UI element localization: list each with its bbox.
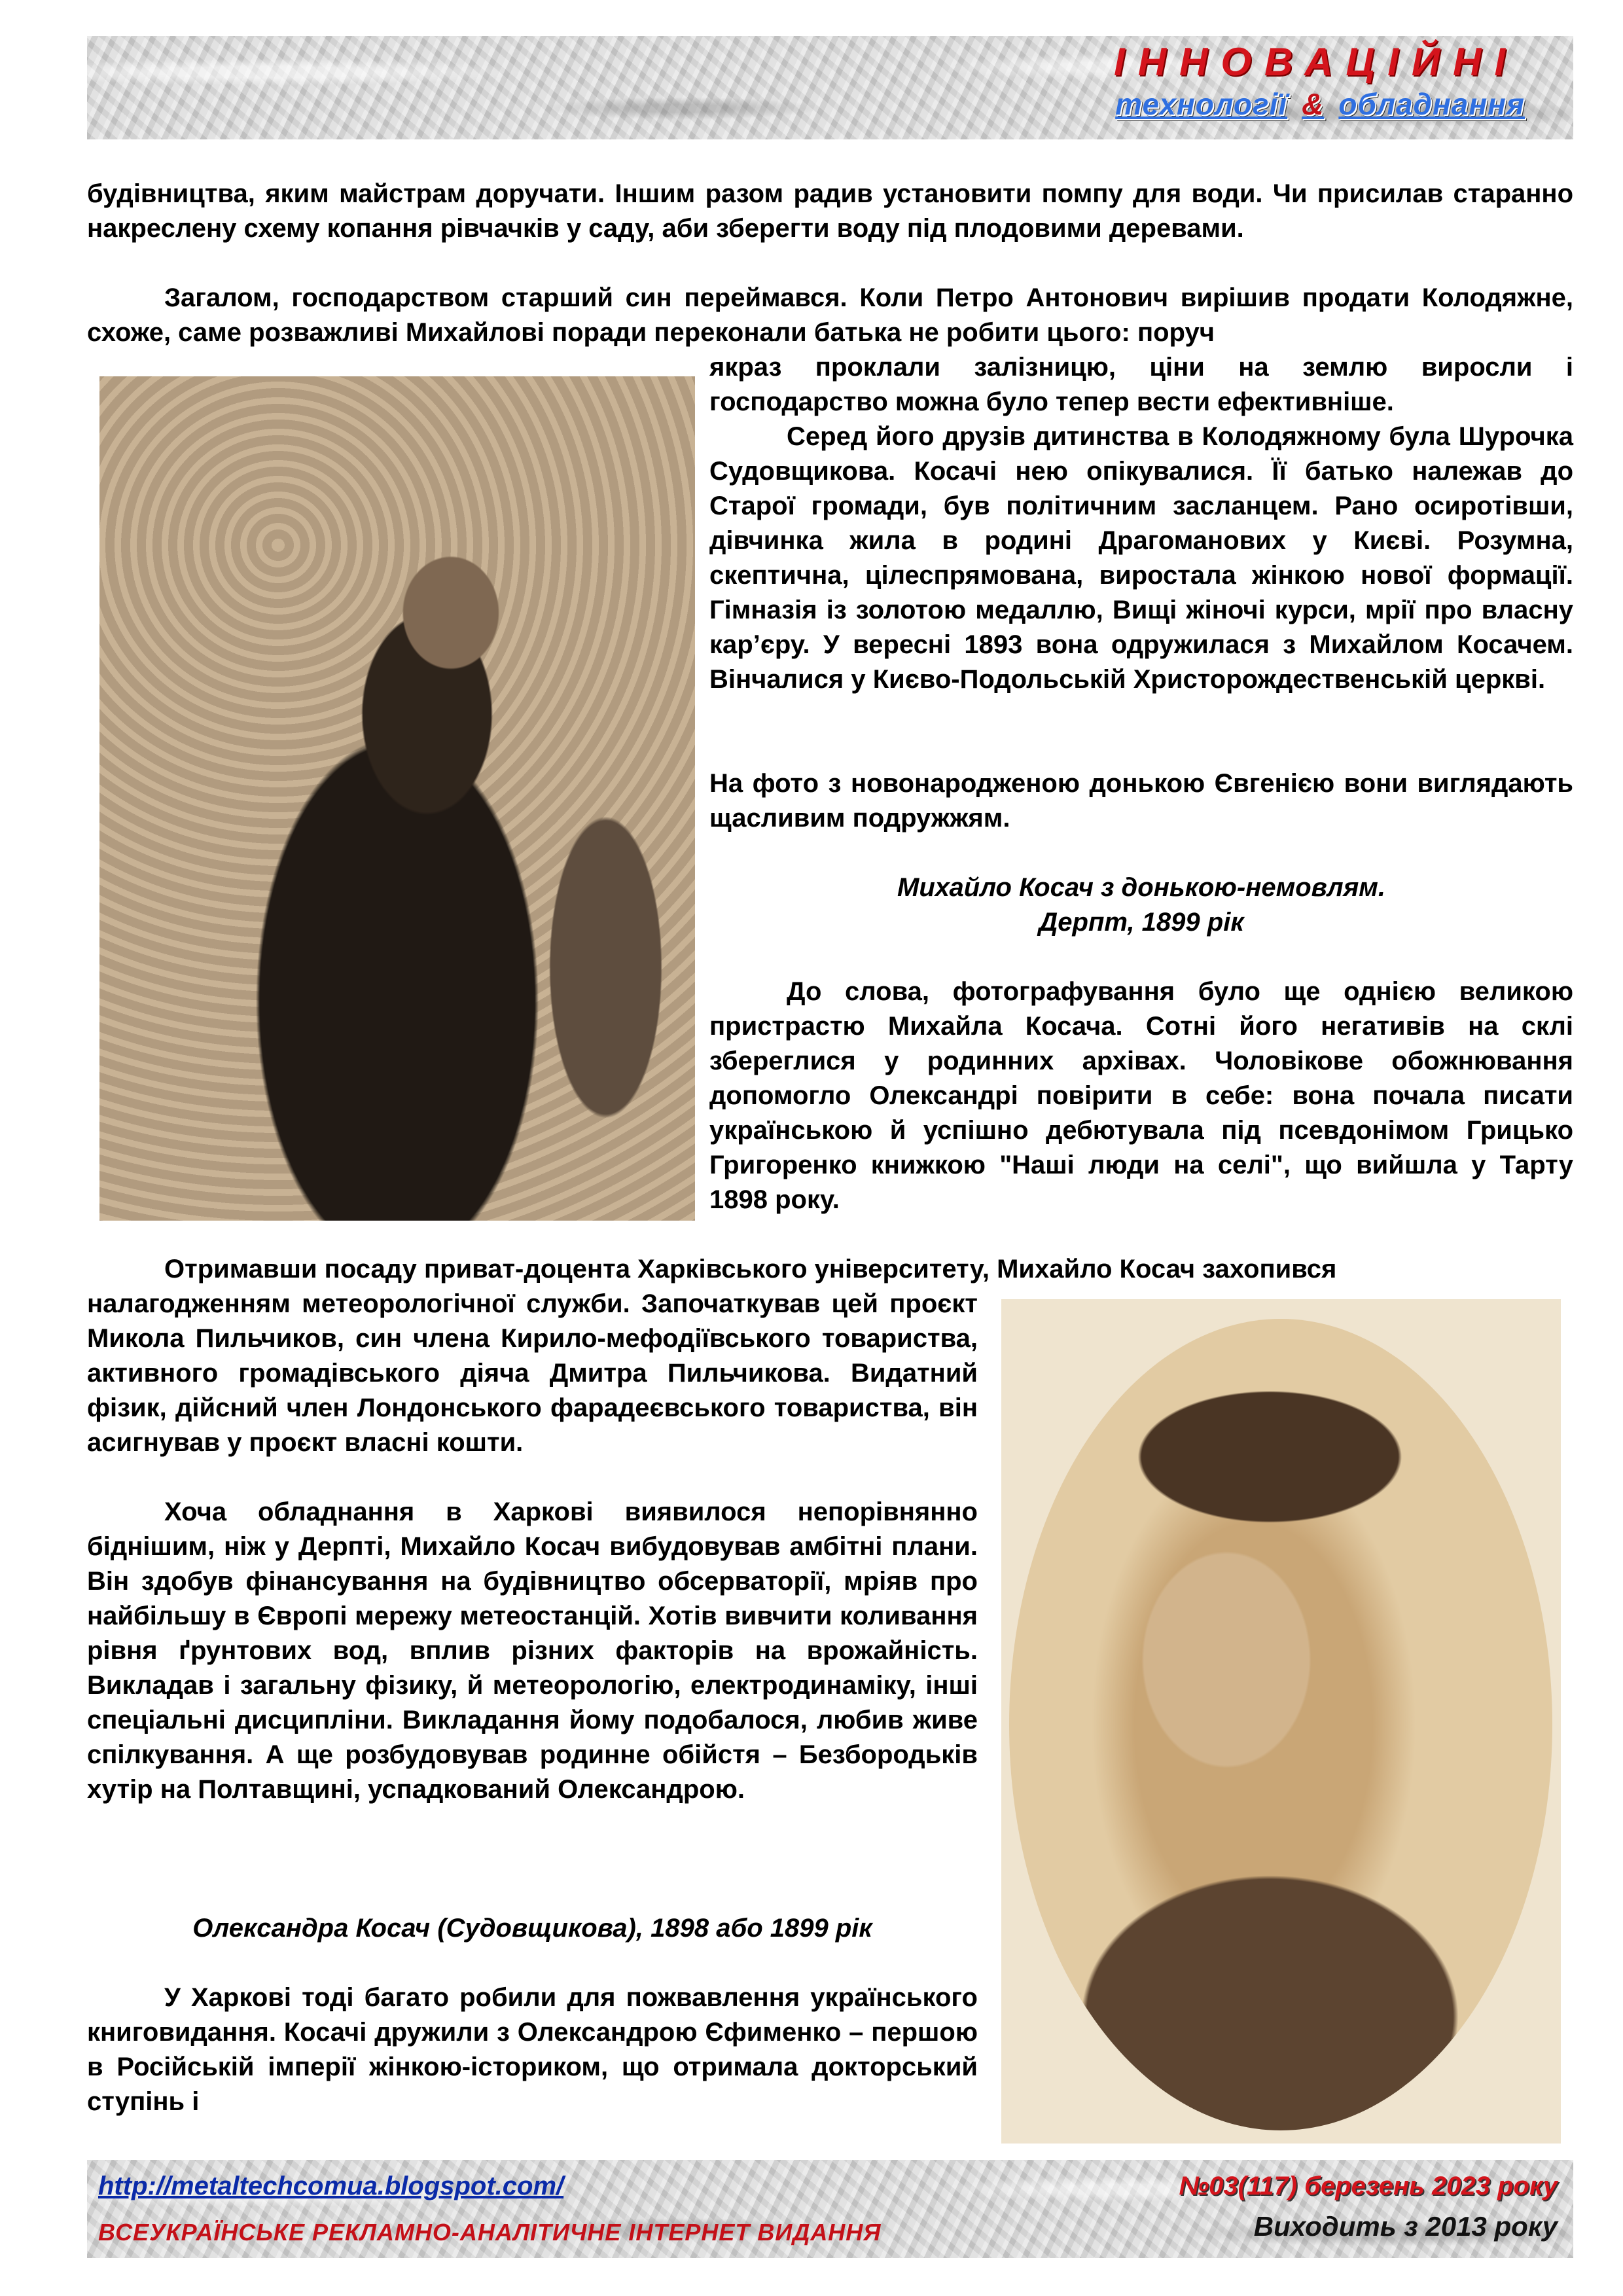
paragraph-2-continued: якраз проклали залізницю, ціни на землю виросли і господарство можна було тепер вести ефективніше. — [709, 353, 1573, 416]
photo-caption-1-line-2: Дерпт, 1899 рік — [1039, 908, 1244, 937]
footer-published-since: Виходить з 2013 року — [1253, 2211, 1558, 2242]
footer-edition-name: ВСЕУКРАЇНСЬКЕ РЕКЛАМНО-АНАЛІТИЧНЕ ІНТЕРНЕТ ВИДАННЯ — [98, 2219, 882, 2246]
magazine-title: ІННОВАЦІЙНІ — [1114, 40, 1518, 84]
magazine-subtitle — [1115, 86, 1525, 122]
paragraph-2: Загалом, господарством старший син переймався. Коли Петро Антонович вирішив продати Колодяжне, схоже, саме розважливі Михайлові поради переконали батька не робити цього: поруч — [87, 283, 1573, 347]
paragraph-1: будівництва, яким майстрам доручати. Іншим разом радив установити помпу для води. Чи присилав старанно накреслену схему копання рівчачків у саду, аби зберегти воду під плодовими деревами. — [87, 179, 1573, 243]
paragraph-6: Отримавши посаду приват-доцента Харківського університету, Михайло Косач захопився — [164, 1255, 1337, 1283]
photo-caption-1-line-1: Михайло Косач з донькою-немовлям. — [897, 873, 1385, 902]
paragraph-8: У Харкові тоді багато робили для пожвавлення українського книговидання. Косачі дружили з Олександрою Єфименко – першою в Російській імперії жінкою-істориком, що отримала докторський ступінь і — [87, 1983, 978, 2116]
paragraph-4: На фото з новонародженою донькою Євгенією вони виглядають щасливим подружжям. — [709, 769, 1573, 833]
subtitle-ampersand: & — [1302, 87, 1325, 121]
subtitle-technologies: технології — [1115, 87, 1288, 121]
paragraph-3: Серед його друзів дитинства в Колодяжному була Шурочка Судовщикова. Косачі нею опікувалися. Її батько належав до Старої громади, був політичним засланцем. Рано осиротівши, дівчинка жила в родині Драгоманових у Києві. Розумна, скептична, цілеспрямована, виростала жінкою нової формації. Гімназія із золотою медаллю, Вищі жіночі курси, мрії про власну кар’єру. У вересні 1893 вона одружилася з Михайлом Косачем. Вінчалися у Києво-Подольській Христорождественській церкві. — [709, 422, 1573, 694]
photo-mykhailo-kosach-with-baby — [99, 376, 695, 1221]
oval-portrait — [1009, 1319, 1552, 2130]
paragraph-5: До слова, фотографування було ще однією великою пристрастю Михайла Косача. Сотні його негативів на склі збереглися у родинних архівах. Чоловікове обожнювання допомогло Олександрі повірити в себе: вона почала писати українською й успішно дебютувала під псевдонімом Грицько Григоренко книжкою "Наші люди на селі", що вийшла у Тарту 1898 року. — [709, 977, 1573, 1214]
paragraph-7: Хоча обладнання в Харкові виявилося непорівнянно біднішим, ніж у Дерпті, Михайло Косач вибудовував амбітні плани. Він здобув фінансування на будівництво обсерваторії, мріяв про найбільшу в Європі мережу метеостанцій. Хотів вивчити коливання рівня ґрунтових вод, вплив різних факторів на врожайність. Викладав і загальну фізику, й метеорологію, електродинаміку, інші спеціальні дисципліни. Викладання йому подобалося, любив живе спілкування. А ще розбудовував родинне обійстя – Безбородьків хутір на Полтавщині, успадкований Олександрою. — [87, 1498, 978, 1804]
footer-website-link[interactable]: http://metaltechcomua.blogspot.com/ — [98, 2172, 564, 2200]
photo-caption-2: Олександра Косач (Судовщикова), 1898 або 1899 рік — [192, 1914, 872, 1943]
footer-issue-number: №03(117) березень 2023 року — [1179, 2172, 1558, 2200]
photo-oleksandra-kosach — [1001, 1299, 1561, 2144]
subtitle-equipment: обладнання — [1338, 87, 1525, 121]
paragraph-6-continued: налагодженням метеорологічної служби. Започаткував цей проєкт Микола Пильчиков, син члена Кирило-мефодіївського товариства, активного громадівського діяча Дмитра Пильчикова. Видатний фізик, дійсний член Лондонського фарадеєвського товариства, він асигнував у проєкт власні кошти. — [87, 1289, 978, 1457]
